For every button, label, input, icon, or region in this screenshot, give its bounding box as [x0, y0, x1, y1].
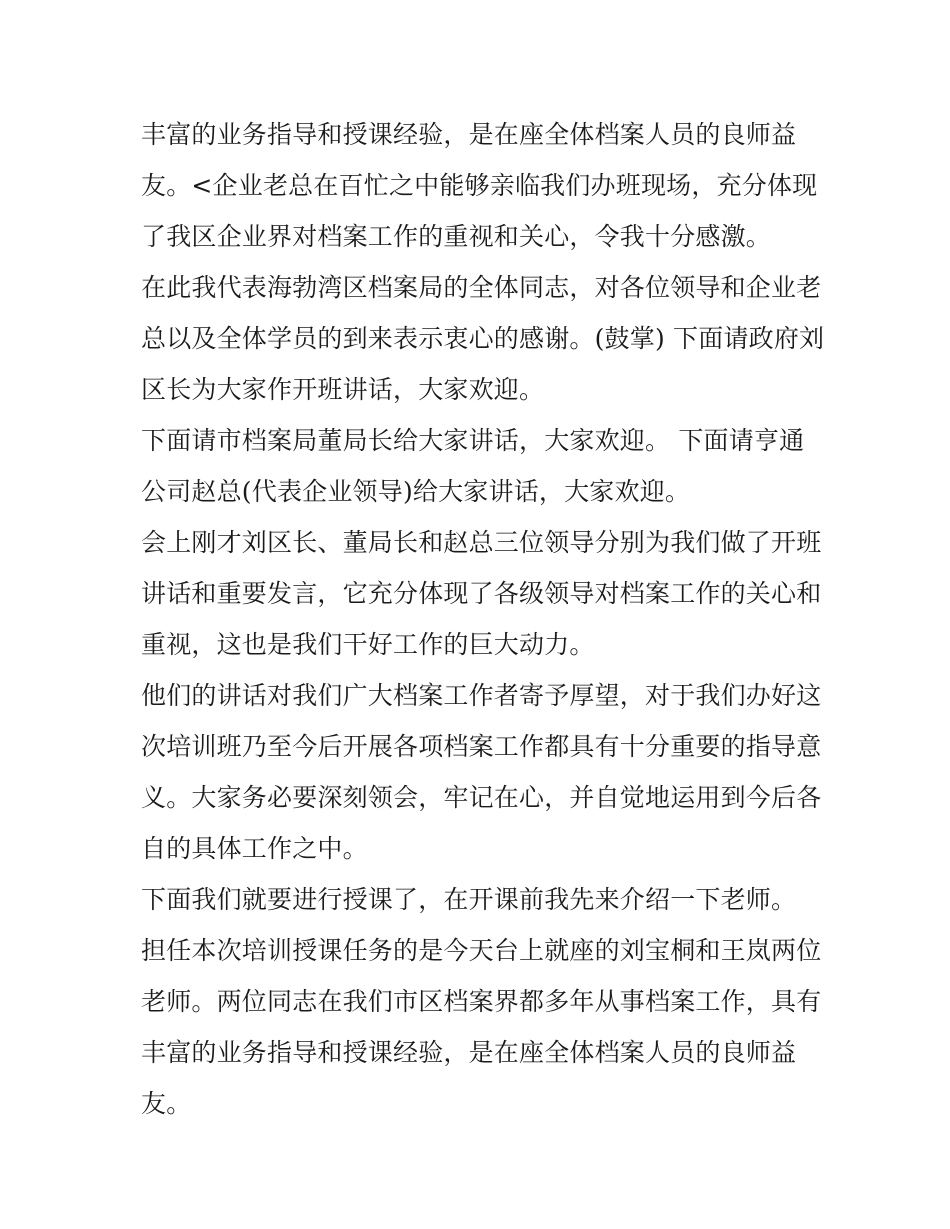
- text-line: 义。大家务必要深刻领会，牢记在心，并自觉地运用到今后各: [141, 783, 822, 812]
- text-line: 在此我代表海勃湾区档案局的全体同志，对各位领导和企业老: [141, 273, 822, 302]
- text-line: 丰富的业务指导和授课经验，是在座全体档案人员的良师益: [141, 1038, 797, 1067]
- text-line: 次培训班乃至今后开展各项档案工作都具有十分重要的指导意: [141, 732, 822, 761]
- text-line: 讲话和重要发言，它充分体现了各级领导对档案工作的关心和: [141, 579, 822, 608]
- text-line: 自的具体工作之中。: [141, 834, 368, 863]
- text-line: 丰富的业务指导和授课经验，是在座全体档案人员的良师益: [141, 120, 797, 149]
- text-line: 他们的讲话对我们广大档案工作者寄予厚望，对于我们办好这: [141, 681, 822, 710]
- text-line: 担任本次培训授课任务的是今天台上就座的刘宝桐和王岚两位: [141, 936, 822, 965]
- text-line: 友。: [141, 1089, 192, 1118]
- document-body: [141, 109, 825, 1129]
- text-line: 会上刚才刘区长、董局长和赵总三位领导分别为我们做了开班: [141, 528, 822, 557]
- text-line: 友。<企业老总在百忙之中能够亲临我们办班现场，充分体现: [141, 171, 818, 200]
- text-line: 区长为大家作开班讲话，大家欢迎。: [141, 375, 545, 404]
- text-line: 老师。两位同志在我们市区档案界都多年从事档案工作，具有: [141, 987, 822, 1016]
- text-line: 下面请市档案局董局长给大家讲话，大家欢迎。 下面请亨通: [141, 426, 805, 455]
- text-line: 重视，这也是我们干好工作的巨大动力。: [141, 630, 595, 659]
- text-line: 公司赵总(代表企业领导)给大家讲话，大家欢迎。: [141, 477, 691, 506]
- text-line: 了我区企业界对档案工作的重视和关心，令我十分感激。: [141, 222, 772, 251]
- text-line: 下面我们就要进行授课了，在开课前我先来介绍一下老师。: [141, 885, 797, 914]
- text-line: 总以及全体学员的到来表示衷心的感谢。(鼓掌) 下面请政府刘: [141, 324, 825, 353]
